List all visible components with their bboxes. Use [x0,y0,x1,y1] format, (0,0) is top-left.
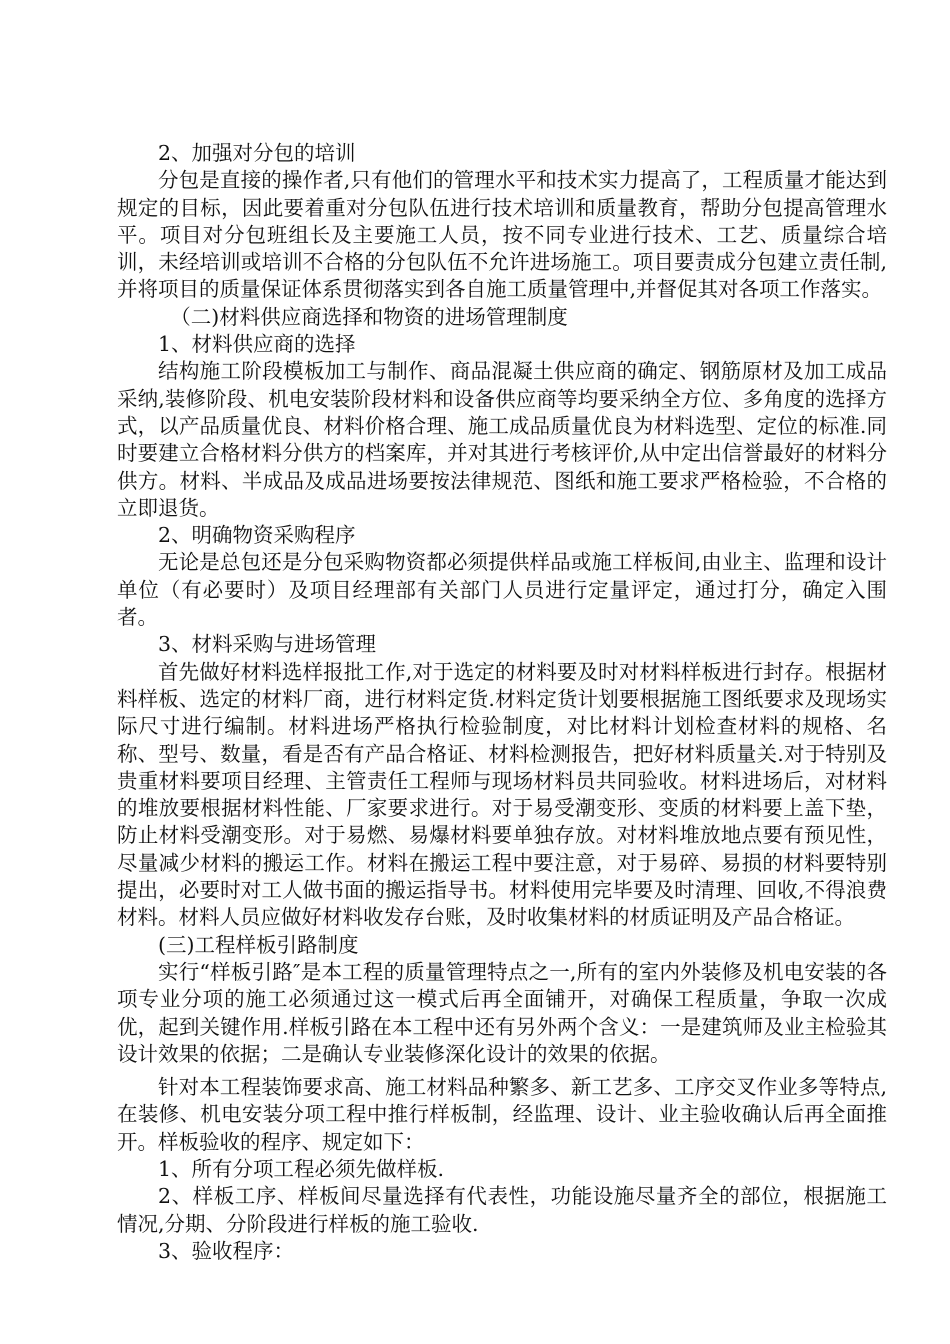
section-heading-supplier-selection: 1、材料供应商的选择 [158,332,356,357]
paragraph-subcontractor-training: 分包是直接的操作者,只有他们的管理水平和技术实力提高了，工程质量才能达到规定的目标，因此要着重对分包队伍进行技术培训和质量教育，帮助分包提高管理水平。项目对分包班组长及主要施工人员，按不同专业进行技术、工艺、质量综合培训，未经培训或培训不合格的分包队伍不允许进场施工。项目要责成分包建立责任制,并将项目的质量保证体系贯彻落实到各自施工质量管理中,并督促其对各项工作落实。 [117,168,887,302]
document-body [117,140,887,1265]
paragraph-supplier-selection: 结构施工阶段模板加工与制作、商品混凝土供应商的确定、钢筋原材及加工成品采纳,装修阶段、机电安装阶段材料和设备供应商等均要采纳全方位、多角度的选择方式，以产品质量优良、材料价格合理、施工成品质量优良为材料选型、定位的标准.同时要建立合格材料分供方的档案库，并对其进行考核评价,从中定出信誉最好的材料分供方。材料、半成品及成品进场要按法律规范、图纸和施工要求严格检验，不合格的立即退货。 [117,359,887,520]
list-item-rule-2: 2、样板工序、样板间尽量选择有代表性，功能设施尽量齐全的部位，根据施工情况,分期、分阶段进行样板的施工验收. [117,1184,887,1236]
list-item-rule-3: 3、验收程序： [158,1238,295,1263]
section-heading-material-supplier: （二)材料供应商选择和物资的进场管理制度 [170,304,568,329]
section-heading-sample-system: (三)工程样板引路制度 [158,932,359,957]
section-heading-subcontractor-training: 2、加强对分包的培训 [158,141,356,165]
section-heading-procurement-procedure: 2、明确物资采购程序 [158,523,356,548]
paragraph-sample-procedure-intro: 针对本工程装饰要求高、施工材料品种繁多、新工艺多、工序交叉作业多等特点,在装修、机电安装分项工程中推行样板制，经监理、设计、业主验收确认后再全面推开。样板验收的程序、规定如下： [117,1075,887,1154]
section-heading-material-purchase: 3、材料采购与进场管理 [158,632,377,657]
paragraph-procurement-procedure: 无论是总包还是分包采购物资都必须提供样品或施工样板间,由业主、监理和设计单位（有必要时）及项目经理部有关部门人员进行定量评定，通过打分，确定入围者。 [117,550,887,630]
paragraph-sample-system: 实行“样板引路″是本工程的质量管理特点之一,所有的室内外装修及机电安装的各项专业分项的施工必须通过这一模式后再全面铺开，对确保工程质量，争取一次成优，起到关键作用.样板引路在本工程中还有另外两个含义：一是建筑师及业主检验其设计效果的依据；二是确认专业装修深化设计的效果的依据。 [117,959,887,1066]
paragraph-material-purchase: 首先做好材料选样报批工作,对于选定的材料要及时对材料样板进行封存。根据材料样板、选定的材料厂商，进行材料定货.材料定货计划要根据施工图纸要求及现场实际尺寸进行编制。材料进场严格执行检验制度，对比材料计划检查材料的规格、名称、型号、数量，看是否有产品合格证、材料检测报告，把好材料质量关.对于特别及贵重材料要项目经理、主管责任工程师与现场材料员共同验收。材料进场后，对材料的堆放要根据材料性能、厂家要求进行。对于易受潮变形、变质的材料要上盖下垫，防止材料受潮变形。对于易燃、易爆材料要单独存放。对材料堆放地点要有预见性，尽量减少材料的搬运工作。材料在搬运工程中要注意，对于易碎、易损的材料要特别提出，必要时对工人做书面的搬运指导书。材料使用完毕要及时清理、回收,不得浪费材料。材料人员应做好材料收发存台账，及时收集材料的材质证明及产品合格证。 [117,659,887,930]
list-item-rule-1: 1、所有分项工程必须先做样板. [158,1156,445,1181]
